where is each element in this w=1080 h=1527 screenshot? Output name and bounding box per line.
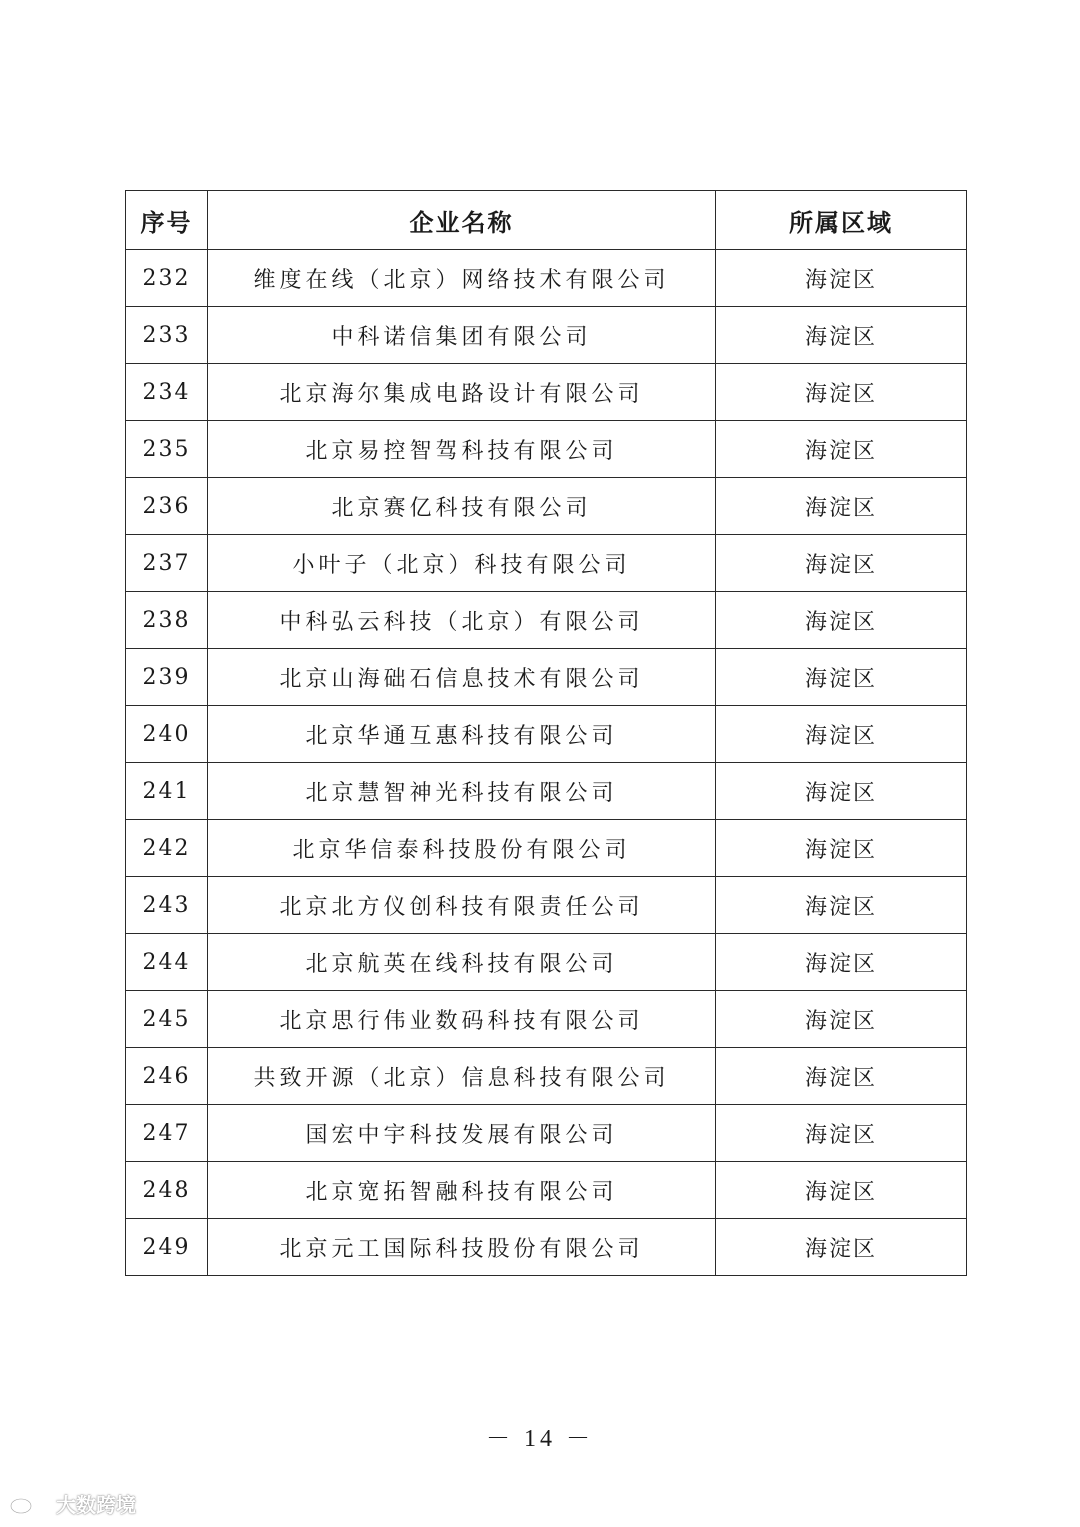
region-name: 海淀区 xyxy=(716,820,967,877)
region-name: 海淀区 xyxy=(716,991,967,1048)
region-name: 海淀区 xyxy=(716,763,967,820)
region-name: 海淀区 xyxy=(716,535,967,592)
company-name: 北京赛亿科技有限公司 xyxy=(208,478,716,535)
row-number: 232 xyxy=(126,250,208,307)
row-number: 238 xyxy=(126,592,208,649)
company-name: 国宏中宇科技发展有限公司 xyxy=(208,1105,716,1162)
watermark-text: 大数跨境 xyxy=(56,1492,136,1517)
company-name: 中科诺信集团有限公司 xyxy=(208,307,716,364)
company-name: 北京山海础石信息技术有限公司 xyxy=(208,649,716,706)
table-row xyxy=(126,592,967,649)
region-name: 海淀区 xyxy=(716,421,967,478)
table-row xyxy=(126,1048,967,1105)
table-row xyxy=(126,763,967,820)
company-name: 北京华信泰科技股份有限公司 xyxy=(208,820,716,877)
company-name: 共致开源（北京）信息科技有限公司 xyxy=(208,1048,716,1105)
row-number: 244 xyxy=(126,934,208,991)
row-number: 240 xyxy=(126,706,208,763)
region-name: 海淀区 xyxy=(716,706,967,763)
table-body xyxy=(126,250,967,1276)
region-name: 海淀区 xyxy=(716,364,967,421)
header-name: 企业名称 xyxy=(208,191,716,250)
header-region: 所属区域 xyxy=(716,191,967,250)
table-row xyxy=(126,1219,967,1276)
company-name: 北京北方仪创科技有限责任公司 xyxy=(208,877,716,934)
region-name: 海淀区 xyxy=(716,592,967,649)
region-name: 海淀区 xyxy=(716,934,967,991)
table-row xyxy=(126,934,967,991)
company-name: 中科弘云科技（北京）有限公司 xyxy=(208,592,716,649)
company-name: 北京元工国际科技股份有限公司 xyxy=(208,1219,716,1276)
table-row xyxy=(126,250,967,307)
company-name: 维度在线（北京）网络技术有限公司 xyxy=(208,250,716,307)
company-name: 小叶子（北京）科技有限公司 xyxy=(208,535,716,592)
table-header-row xyxy=(126,191,967,250)
company-name: 北京华通互惠科技有限公司 xyxy=(208,706,716,763)
page-number: － 14 － xyxy=(486,1426,594,1452)
table-row xyxy=(126,820,967,877)
region-name: 海淀区 xyxy=(716,478,967,535)
row-number: 235 xyxy=(126,421,208,478)
region-name: 海淀区 xyxy=(716,250,967,307)
company-name: 北京易控智驾科技有限公司 xyxy=(208,421,716,478)
table-row xyxy=(126,364,967,421)
region-name: 海淀区 xyxy=(716,1048,967,1105)
table-row xyxy=(126,421,967,478)
row-number: 243 xyxy=(126,877,208,934)
region-name: 海淀区 xyxy=(716,649,967,706)
table-row xyxy=(126,478,967,535)
table-row xyxy=(126,1162,967,1219)
company-name: 北京慧智神光科技有限公司 xyxy=(208,763,716,820)
table-row xyxy=(126,991,967,1048)
table-row xyxy=(126,706,967,763)
row-number: 239 xyxy=(126,649,208,706)
region-name: 海淀区 xyxy=(716,307,967,364)
company-name: 北京海尔集成电路设计有限公司 xyxy=(208,364,716,421)
company-name: 北京宽拓智融科技有限公司 xyxy=(208,1162,716,1219)
row-number: 234 xyxy=(126,364,208,421)
row-number: 246 xyxy=(126,1048,208,1105)
row-number: 237 xyxy=(126,535,208,592)
row-number: 236 xyxy=(126,478,208,535)
region-name: 海淀区 xyxy=(716,877,967,934)
row-number: 249 xyxy=(126,1219,208,1276)
row-number: 233 xyxy=(126,307,208,364)
row-number: 247 xyxy=(126,1105,208,1162)
row-number: 241 xyxy=(126,763,208,820)
company-name: 北京思行伟业数码科技有限公司 xyxy=(208,991,716,1048)
row-number: 248 xyxy=(126,1162,208,1219)
weibo-logo-icon xyxy=(8,1490,52,1516)
enterprise-table xyxy=(125,190,967,1276)
company-name: 北京航英在线科技有限公司 xyxy=(208,934,716,991)
header-no: 序号 xyxy=(126,191,208,250)
table-row xyxy=(126,535,967,592)
row-number: 242 xyxy=(126,820,208,877)
region-name: 海淀区 xyxy=(716,1162,967,1219)
watermark xyxy=(8,1488,136,1518)
table-row xyxy=(126,1105,967,1162)
row-number: 245 xyxy=(126,991,208,1048)
region-name: 海淀区 xyxy=(716,1105,967,1162)
table-row xyxy=(126,649,967,706)
table-row xyxy=(126,877,967,934)
region-name: 海淀区 xyxy=(716,1219,967,1276)
table-row xyxy=(126,307,967,364)
